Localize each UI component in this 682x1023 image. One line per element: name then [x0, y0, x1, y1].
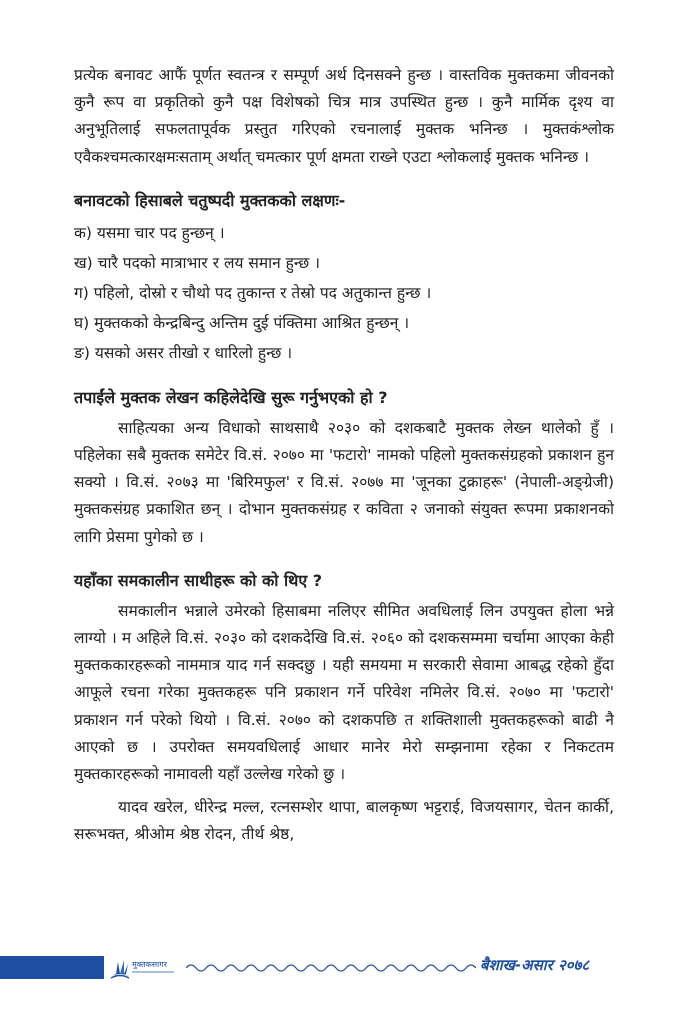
magazine-logo — [108, 950, 178, 984]
feature-item: ख) चारै पदको मात्राभार र लय समान हुन्छ । — [74, 253, 321, 272]
svg-text:मुक्तकसागर: मुक्तकसागर — [132, 960, 168, 969]
book-icon — [108, 950, 178, 984]
feature-item: घ) मुक्तकको केन्द्रबिन्दु अन्तिम दुई पंक्तिमा आश्रित हुन्छन् । — [74, 313, 410, 332]
feature-item: ङ) यसको असर तीखो र धारिलो हुन्छ । — [74, 343, 293, 362]
footer-accent-bar — [0, 956, 104, 979]
feature-item: क) यसमा चार पद हुन्छन् । — [74, 223, 225, 242]
question1-answer: साहित्यका अन्य विधाको साथसाथै २०३० को दशकबाटै मुक्तक लेख्न थालेको हुँ । पहिलेका सबै मुक्तक समेटेर वि.सं. २०७० मा 'फटारो' नामको पहिलो मुक्तकसंग्रहको प्रकाशन हुन सक्यो । वि.सं. २०७३ मा 'बिरिमफुल' र वि.सं. २०७७ मा 'जूनका टुक्राहरू' (नेपाली-अङ्ग्रेजी) मुक्तकसंग्रह प्रकाशित छन् । दोभान मुक्तकसंग्रह र कविता २ जनाको संयुक्त रूपमा प्रकाशनको लागि प्रेसमा पुगेको छ । — [74, 418, 614, 546]
issue-date: बैशाख-असार २०७८ — [480, 956, 590, 974]
page-footer — [0, 948, 682, 988]
features-heading: बनावटको हिसाबले चतुष्पदी मुक्तकको लक्षणः- — [74, 190, 346, 210]
question2-names: यादव खरेल, धीरेन्द्र मल्ल, रत्नसम्शेर थापा, बालकृष्ण भट्टराई, विजयसागर, चेतन कार्की, सरूभक्त, श्रीओम श्रेष्ठ रोदन, तीर्थ श्रेष्ठ, — [74, 798, 614, 844]
question2-answer: समकालीन भन्नाले उमेरको हिसाबमा नलिएर सीमित अवधिलाई लिन उपयुक्त होला भन्ने लाग्यो । म अहिले वि.सं. २०३० को दशकदेखि वि.सं. २०६० को दशकसम्ममा चर्चामा आएका केही मुक्तककारहरूको नाममात्र याद गर्न सक्दछु । यही समयमा म सरकारी सेवामा आबद्ध रहेको हुँदा आफूले रचना गरेका मुक्तकहरू पनि प्रकाशन गर्ने परिवेश नमिलेर वि.सं. २०७० मा 'फटारो' प्रकाशन गर्न परेको थियो । वि.सं. २०७० को दशकपछि त शक्तिशाली मुक्तकहरूको बाढी नै आएको छ । उपरोक्त समयवधिलाई आधार मानेर मेरो सम्झनामा रहेका र निकटतम मुक्तकारहरूको नामावली यहाँ उल्लेख गरेको छु । — [74, 601, 614, 784]
page-content — [74, 62, 614, 849]
feature-item: ग) पहिलो, दोस्रो र चौथो पद तुकान्त र तेस्रो पद अतुकान्त हुन्छ । — [74, 283, 432, 302]
decorative-wave — [186, 960, 476, 976]
features-list — [74, 218, 614, 368]
question1-heading: तपाईंले मुक्तक लेखन कहिलेदेखि सुरू गर्नुभएको हो ? — [74, 387, 388, 407]
intro-paragraph: प्रत्येक बनावट आफैं पूर्णत स्वतन्त्र र सम्पूर्ण अर्थ दिनसक्ने हुन्छ । वास्तविक मुक्तकमा जीवनको कुनै रूप वा प्रकृतिको कुनै पक्ष विशेषको चित्र मात्र उपस्थित हुन्छ । कुनै मार्मिक दृश्य वा अनुभूतिलाई सफलतापूर्वक प्रस्तुत गरिएको रचनालाई मुक्तक भनिन्छ । मुक्तकंश्लोक एवैकश्चमत्कारक्षमःसताम् अर्थात् चमत्कार पूर्ण क्षमता राख्ने एउटा श्लोकलाई मुक्तक भनिन्छ । — [74, 66, 614, 166]
question2-heading: यहाँका समकालीन साथीहरू को को थिए ? — [74, 570, 323, 590]
